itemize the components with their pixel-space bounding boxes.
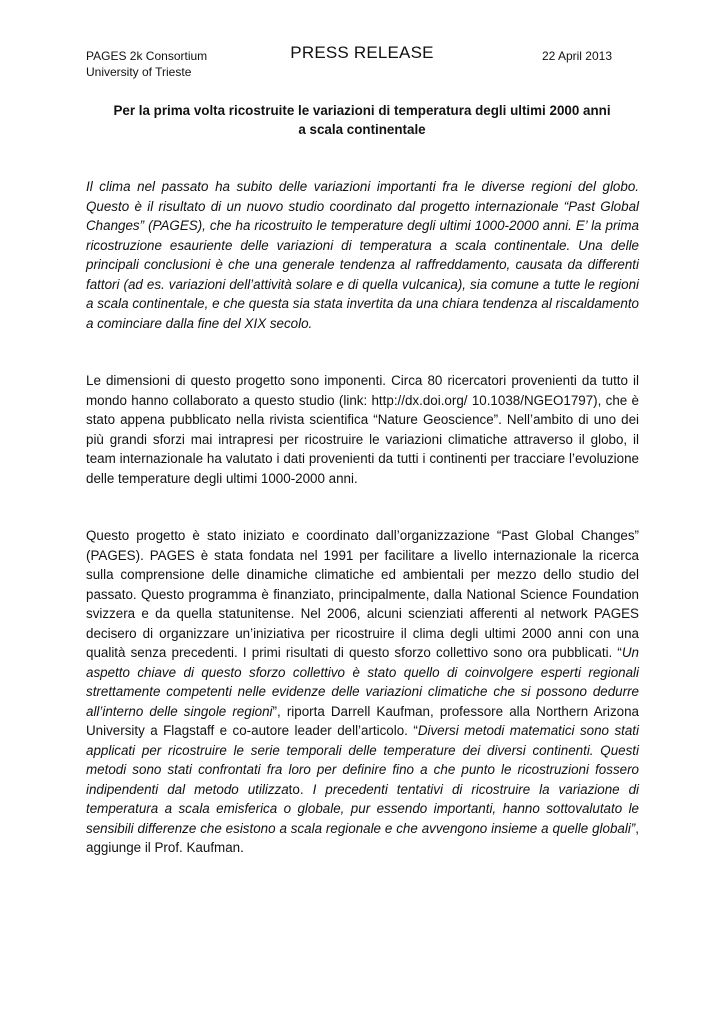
p3-segment-4: , aggiunge il Prof. Kaufman. xyxy=(86,820,639,855)
p3-quote-1: Un aspetto chiave di questo sforzo collettivo è stato quello di coinvolgere esperti regionali strettamente competenti nelle evidenze delle variazioni climatiche che si possono dedurre all’interno delle singole regioni xyxy=(86,645,639,719)
paragraph-project-history xyxy=(86,526,639,858)
paragraph-project-size: Le dimensioni di questo progetto sono imponenti. Circa 80 ricercatori provenienti da tutto il mondo hanno collaborato a questo studio (link: http://dx.doi.org/ 10.1038/NGEO1797), che è stato appena pubblicato nella rivista scientifica “Nature Geoscience”. Nell’ambito di uno dei più grandi sforzi mai intrapresi per ricostruire le variazioni climatiche attraverso il globo, il team internazionale ha valutato i dati provenienti da tutti i continenti per tracciare l’evoluzione delle temperature degli ultimi 1000-2000 anni. xyxy=(86,373,639,486)
p3-segment-2: ”, riporta Darrell Kaufman, professore alla Northern Arizona University a Flagstaff e co-autore leader dell’articolo. “ xyxy=(86,703,639,738)
p3-quote-3: I precedenti tentativi di ricostruire la variazione di temperatura a scala emisferica o globale, pur essendo importanti, hanno sottovalutato le sensibili differenze che esistono a scala regionale e che avvengono insieme a quelle globali” xyxy=(86,781,639,836)
header-doc-type: PRESS RELEASE xyxy=(290,43,434,62)
header-org-line1: PAGES 2k Consortium xyxy=(86,49,208,63)
page-title xyxy=(86,101,638,139)
p3-quote-2: Diversi metodi matematici sono stati applicati per ricostruire le serie temporali delle temperature dei diversi continenti. Questi metodi sono stati confrontati fra loro per definire fino a che punto le ricostruzioni fossero indipendenti dal metodo utilizza xyxy=(86,723,639,797)
header-date: 22 April 2013 xyxy=(541,49,612,63)
title-line1: Per la prima volta ricostruite le variazioni di temperatura degli ultimi 2000 anni xyxy=(113,103,611,118)
p3-segment-1: Questo progetto è stato iniziato e coordinato dall’organizzazione “Past Global Changes” (PAGES). PAGES è stata fondata nel 1991 per facilitare a livello internazionale la ricerca sulla comprensione delle dinamiche climatiche ed ambientali per mezzo dello studio del passato. Questo programma è finanziato, principalmente, dalla National Science Foundation svizzera e da quella statunitense. Nel 2006, alcuni scienziati afferenti al network PAGES decisero di organizzare un’iniziativa per ricostruire il clima degli ultimi 2000 anni con una qualità senza precedenti. I primi risultati di questo sforzo collettivo sono ora pubblicati. “ xyxy=(86,528,639,660)
p3-segment-3: to. xyxy=(288,781,313,797)
header-org-line2: University of Trieste xyxy=(86,65,192,79)
paragraph-intro: Il clima nel passato ha subito delle variazioni importanti fra le diverse regioni del globo. Questo è il risultato di un nuovo studio coordinato dal progetto internazionale “Past Global Changes” (PAGES), che ha ricostruito le temperature degli ultimi 1000-2000 anni. E’ la prima ricostruzione esauriente delle variazioni di temperatura a scala continentale. Una delle principali conclusioni è che una generale tendenza al raffreddamento, causata da differenti fattori (ad es. variazioni dell’attività solare e di quella vulcanica), sia comune a tutte le regioni a scala continentale, e che questa sia stata invertita da una chiara tendenza al riscaldamento a cominciare dalla fine del XIX secolo. xyxy=(86,179,639,331)
title-line2: a scala continentale xyxy=(298,122,426,137)
